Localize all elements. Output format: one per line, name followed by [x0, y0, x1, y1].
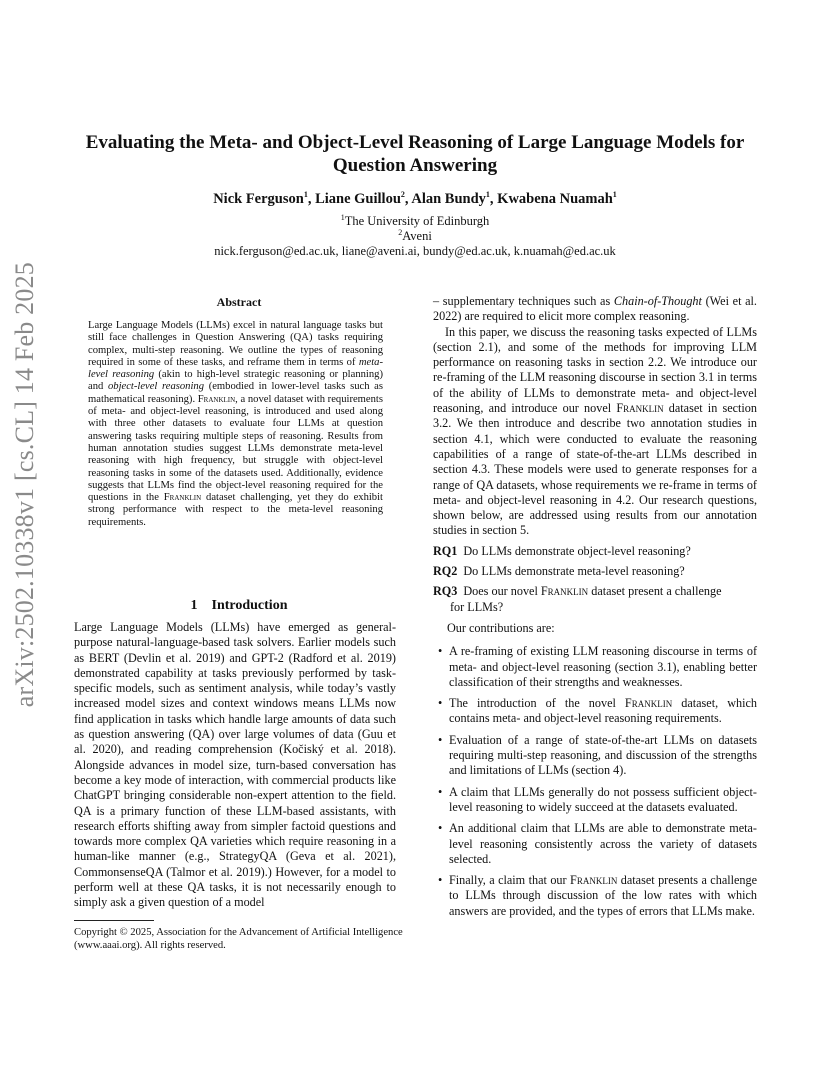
copyright-notice: Copyright © 2025, Association for the Advancement of Artificial Intelligence (www.aaai.org). All rights reserved.	[74, 927, 403, 951]
author-emails: nick.ferguson@ed.ac.uk, liane@aveni.ai, bundy@ed.ac.uk, k.nuamah@ed.ac.uk	[214, 244, 616, 258]
affiliation-mark: 1	[340, 212, 345, 222]
list-item	[438, 873, 758, 919]
bullet-icon: •	[438, 784, 443, 799]
research-question	[433, 564, 757, 579]
paragraph	[433, 325, 757, 539]
rq-label: RQ3	[433, 584, 458, 599]
bullet-icon: •	[438, 732, 443, 747]
section-heading	[74, 598, 404, 614]
affiliation-mark: 2	[398, 227, 403, 237]
dataset-name: Franklin	[197, 393, 236, 405]
list-item-text: An additional claim that LLMs are able to demonstrate meta-level reasoning consistently across the variety of datasets selected.	[449, 821, 757, 866]
arxiv-identifier	[10, 262, 58, 708]
contributions-list	[433, 644, 757, 919]
rq-text: for LLMs?	[450, 599, 504, 614]
abstract-text: Large Language Models (LLMs) excel in natural language tasks but still face challenges in Question Answering (QA) tasks requiring complex, multi-step reasoning. We outline the types of reasoning required in some of these tasks, and reframe them in terms of	[88, 320, 383, 368]
author-affil-mark: 2	[400, 190, 405, 200]
text: dataset in section 3.2. We then introduce and describe two annotation studies in section 4.1, which were conducted to evaluate the reasoning capabilities of a range of state-of-the-art LLMs described in section 4.3. These models were used to generate responses for a range of QA datasets, whose requirements we re-frame in terms of meta- and object-level reasoning in 4.2. Our research questions, shown below, are addressed using results from our annotation studies in section 5.	[433, 401, 757, 538]
emphasis: Chain-of-Thought	[613, 294, 702, 308]
bullet-icon: •	[438, 696, 443, 711]
abstract-text: (akin to high-level strategic reasoning or planning) and	[88, 369, 383, 393]
arxiv-identifier-text: arXiv:2502.10338v1 [cs.CL] 14 Feb 2025	[10, 262, 39, 708]
paper-title: Evaluating the Meta- and Object-Level Reasoning of Large Language Models for Question Answering	[85, 132, 745, 176]
author-affil-mark: 1	[485, 190, 490, 200]
section-number: 1	[190, 598, 198, 613]
affiliation-name: Aveni	[402, 229, 432, 243]
abstract-body	[88, 320, 383, 529]
author-name: Kwabena Nuamah	[497, 191, 613, 207]
list-item-text: dataset, which contains meta- and object-level reasoning requirements.	[449, 696, 757, 726]
abstract-heading: Abstract	[216, 295, 262, 309]
rq-text: Do LLMs demonstrate object-level reasoning?	[463, 543, 691, 558]
affiliation-name: The University of Edinburgh	[344, 214, 490, 228]
paragraph	[433, 294, 757, 325]
research-question	[433, 544, 757, 559]
abstract-emphasis: object-level reasoning	[107, 381, 205, 393]
list-item-text: The introduction of the novel	[449, 696, 625, 711]
intro-paragraph: Large Language Models (LLMs) have emerged as general-purpose natural-language-based task solvers. Earlier models such as BERT (Devlin et al. 2019) and GPT-2 (Radford et al. 2019) demonstrated capability at tasks previously performed by task-specific models, such as sentiment analysis, while today’s vastly increased model sizes and context windows means LLMs now find application in tasks which handle large amounts of data such as question answering (QA) over large volumes of data (Guu et al. 2020), and reading comprehension (Kočiský et al. 2018). Alongside advances in model size, turn-based conversation has become a key mode of interaction, with commercial products like ChatGPT bringing considerable non-expert attention to the field. QA is a primary function of these LLM-based assistants, with research efforts shifting away from simpler factoid questions and towards more complex QA varieties which require reasoning in a human-like manner (e.g., StrategyQA (Geva et al. 2021), CommonsenseQA (Talmor et al. 2019).) However, for a model to perform well at these QA tasks, it is not necessarily enough to simply ask a given question of a model	[74, 620, 396, 910]
rq-label: RQ1	[433, 543, 458, 558]
bullet-icon: •	[438, 644, 443, 659]
author-affil-mark: 1	[612, 190, 617, 200]
research-question	[433, 584, 757, 615]
right-column	[433, 294, 757, 925]
dataset-name: Franklin	[163, 492, 202, 504]
list-item-text: Evaluation of a range of state-of-the-art LLMs on datasets requiring multi-step reasoning, and discussion of the strengths and limitations of LLMs (section 4).	[449, 732, 757, 778]
bullet-icon: •	[438, 873, 443, 888]
dataset-name: Franklin	[540, 584, 589, 599]
rq-text: dataset present a challenge	[588, 584, 722, 599]
abstract-text: (embodied in lower-level tasks such as mathematical reasoning).	[88, 381, 384, 405]
abstract-text: dataset challenging, yet they do exhibit strong performance with respect to the meta-level reasoning requirements.	[88, 492, 383, 528]
dataset-name: Franklin	[624, 696, 673, 711]
list-item	[438, 821, 757, 867]
dataset-name: Franklin	[616, 401, 664, 416]
dataset-name: Franklin	[570, 873, 618, 888]
affiliation	[70, 229, 760, 244]
list-item-text: Finally, a claim that our	[449, 873, 571, 888]
author-name: Liane Guillou	[315, 191, 401, 207]
rq-label: RQ2	[433, 564, 458, 579]
list-item-text: A re-framing of existing LLM reasoning discourse in terms of meta- and object-level reasoning (section 3.1), enabling better classification of their strengths and weaknesses.	[449, 644, 757, 689]
abstract-text: , a novel dataset with requirements of meta- and object-level reasoning, is introduced and used along with three other datasets to evaluate four LLMs at question answering tasks requiring multiple steps of reasoning. Results from human annotation studies suggest LLMs demonstrate meta-level reasoning with high frequency, but struggle with object-level reasoning tasks in some of the datasets used. Additionally, evidence suggests that LLMs find the object-level reasoning required for the questions in the	[88, 393, 383, 504]
list-item	[438, 644, 757, 690]
list-item	[438, 784, 757, 816]
rq-text: Does our novel	[463, 584, 541, 599]
abstract-emphasis: meta-level reasoning	[88, 356, 383, 381]
section-title: Introduction	[211, 598, 288, 613]
rq-text: Do LLMs demonstrate meta-level reasoning?	[463, 564, 685, 579]
bullet-icon: •	[438, 821, 443, 836]
author-affil-mark: 1	[303, 190, 308, 200]
text: – supplementary techniques such as	[433, 294, 614, 308]
list-item-text: A claim that LLMs generally do not possess sufficient object-level reasoning to widely succeed at the datasets evaluated.	[449, 784, 757, 814]
affiliation	[70, 214, 760, 229]
text: In this paper, we discuss the reasoning tasks expected of LLMs (section 2.1), and some of the methods for improving LLM performance on reasoning tasks in section 2.2. We introduce our re-framing of the LLM reasoning discourse in section 3.1 in terms of the ability of LLMs to demonstrate meta- and object-level reasoning, and introduce our novel	[433, 324, 757, 416]
list-item	[438, 732, 757, 779]
author-name: Alan Bundy	[411, 191, 486, 207]
author-name: Nick Ferguson	[213, 191, 304, 207]
text: (Wei et al. 2022) are required to elicit more complex reasoning.	[433, 294, 757, 324]
list-item-text: dataset presents a challenge to LLMs through discussion of the low rates with which answers are provided, and the types of errors that LLMs make.	[449, 873, 758, 918]
footnote-rule	[74, 920, 154, 921]
contributions-heading: Our contributions are:	[447, 620, 555, 635]
author-list: Nick Ferguson$^1$, Liane Guillou$^2$, Alan Bundy$^1$, Kwabena Nuamah$^1$	[213, 190, 617, 207]
list-item	[438, 696, 757, 727]
